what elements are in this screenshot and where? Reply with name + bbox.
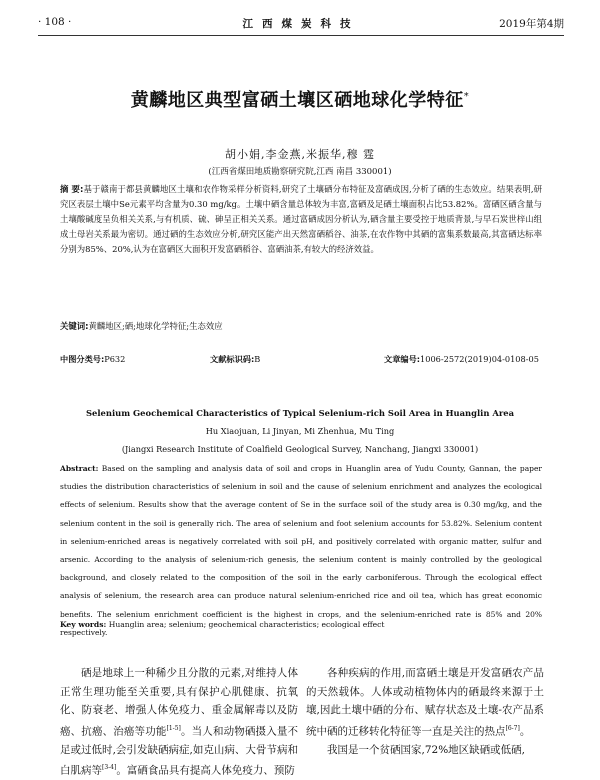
english-keywords xyxy=(60,620,542,629)
english-abstract-text: Based on the sampling and analysis data of soil and crops in Huanglin area of Yudu County, Gannan, the paper studies the distribution characteristics of selenium in soil and the cause of selenium enrichment and analyzes the ecological effects of selenium. Results show that the average content of Se in the surface soil of the study area is 0.30 mg/kg, and the selenium content in the soil is generally rich. The area of selenium and foot selenium accounts for 53.82%. Selenium content in selenium-enriched areas is negatively correlated with soil pH, and positively correlated with organic matter, sulfur and arsenic. According to the analysis of selenium-rich genesis, the selenium content is mainly controlled by the geological background, and closely related to the composition of the soil in the early carboniferous. Through the ecological effect analysis of selenium, the research area can produce natural selenium-enriched rice and oil tea, which has great economic benefits. The selenium enrichment coefficient is the highest in crops, and the selenium-enriched rate is 85% and 20% respectively. xyxy=(60,464,543,637)
keywords-label: 关键词: xyxy=(60,321,89,331)
page-number: · 108 · xyxy=(38,16,72,28)
chinese-keywords xyxy=(60,320,542,332)
english-authors: Hu Xiaojuan, Li Jinyan, Mi Zhenhua, Mu Ting xyxy=(205,426,395,436)
english-title: Selenium Geochemical Characteristics of Typical Selenium-rich Soil Area in Huanglin Area xyxy=(86,408,514,418)
body-left-column: 硒是地球上一种稀少且分散的元素,对维持人体正常生理功能至关重要,具有保护心肌健康、抗氧化、防衰老、增强人体免疫力、重金属解毒以及防癌、抗癌、治癌等功能[1-5]。当人和动物硒摄入量不足或过低时,会引发缺硒病症,如克山病、大骨节病和白肌病等[3-4]。富硒食品具有提高人体免疫力、预防 xyxy=(60,667,299,777)
english-abstract-label: Abstract: xyxy=(60,464,99,473)
issue-label: 2019年第4期 xyxy=(499,18,564,30)
keywords-text: 黄麟地区;硒;地球化学特征;生态效应 xyxy=(88,321,223,331)
clc-number: 中图分类号:P632 xyxy=(60,354,126,364)
english-affiliation: (Jiangxi Research Institute of Coalfield Geological Survey, Nanchang, Jiangxi 330001) xyxy=(121,444,479,454)
citation: [1-5] xyxy=(166,724,181,732)
english-keywords-text: Huanglin area; selenium; geochemical characteristics; ecological effect xyxy=(108,620,385,629)
doc-code: 文献标识码:B xyxy=(210,354,261,364)
english-keywords-label: Key words: xyxy=(60,620,107,629)
citation: [3-4] xyxy=(102,764,117,771)
affiliation: (江西省煤田地质勘察研究院,江西 南昌 330001) xyxy=(208,167,392,177)
article-number: 文章编号:1006-2572(2019)04-0108-05 xyxy=(384,354,539,364)
running-header xyxy=(38,16,564,34)
english-abstract xyxy=(60,460,542,642)
body-paragraph: 我国是一个贫硒国家,72%地区缺硒或低硒, xyxy=(327,743,526,756)
citation: [6-7] xyxy=(505,724,520,732)
abstract-label: 摘 要: xyxy=(60,184,84,194)
paper-title xyxy=(0,86,600,112)
classification-line xyxy=(60,354,542,366)
journal-name: 江西煤炭科技 xyxy=(242,18,360,30)
abstract-text: 基于赣南于都县黄麟地区土壤和农作物采样分析资料,研究了土壤硒分布特征及富硒成因,分析了硒的生态效应。结果表明,研究区表层土壤中Se元素平均含量为0.30 mg/kg。土壤中硒含量总体较为丰富,富硒及足硒土壤面积占比53.82%。富硒区硒含量与土壤酸碱度呈负相关关系,与有机质、硫、砷呈正相关关系。通过富硒成因分析认为,硒含量主要受控于地质背景,与早石炭世梓山组成土母岩关系最为密切。通过硒的生态效应分析,研究区能产出天然富硒稻谷、油茶,在农作物中其硒的富集系数最高,其富硒达标率分别为85%、20%,认为在富硒区大面积开发富硒稻谷、富硒油茶,有较大的经济效益。 xyxy=(60,184,543,254)
body-right-column: 各种疾病的作用,而富硒土壤是开发富硒农产品的天然载体。人体或动植物体内的硒最终来源于土壤,因此土壤中硒的分布、赋存状态及土壤-农产品系统中硒的迁移转化特征等一直是关注的热点[6-7]。 我国是一个贫硒国家,72%地区缺硒或低硒, xyxy=(306,664,544,759)
paper-title-text: 黄麟地区典型富硒土壤区硒地球化学特征 xyxy=(130,90,464,111)
header-rule xyxy=(38,35,564,36)
chinese-abstract xyxy=(60,182,542,257)
authors: 胡小娟,李金燕,米振华,穆 霆 xyxy=(225,148,375,161)
title-footnote-mark: * xyxy=(463,91,470,102)
